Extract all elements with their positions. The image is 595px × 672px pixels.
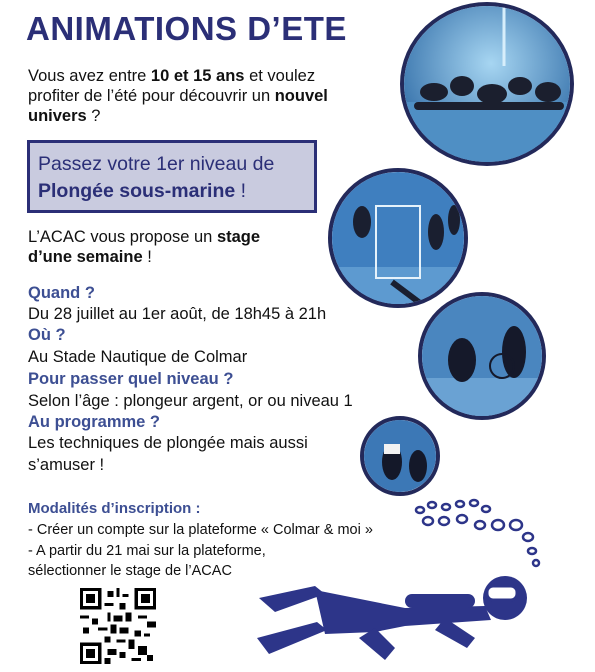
offer-stage: stage <box>216 228 261 246</box>
section-program-text-2: s’amuser ! <box>28 456 105 474</box>
offer-text-1: L’ACAC vous propose un <box>28 228 217 246</box>
highlight-line-2 <box>38 180 246 203</box>
modalites-item-2: - A partir du 21 mai sur la plateforme, <box>28 543 266 559</box>
offer-duration: d’une semaine <box>28 248 143 266</box>
modalites-item-3: sélectionner le stage de l’ACAC <box>28 563 232 579</box>
section-program-heading: Au programme ? <box>28 413 161 431</box>
highlight-bold: Plongée sous-marine <box>38 180 236 202</box>
section-when-heading: Quand ? <box>28 284 95 302</box>
highlight-line-1: Passez votre 1er niveau de <box>38 153 275 175</box>
intro-age: 10 et 15 ans <box>150 67 245 85</box>
photo-diver-frame <box>328 168 468 308</box>
offer-paragraph <box>28 227 328 267</box>
section-where-heading: Où ? <box>28 326 66 344</box>
intro-text-2: et voulez profiter de l’été pour découvrir un <box>28 67 316 105</box>
offer-text-2: ! <box>142 248 152 266</box>
section-program-text: Les techniques de plongée mais aussi <box>28 434 308 452</box>
modalites-title: Modalités d’inscription : <box>28 500 201 517</box>
section-level-heading: Pour passer quel niveau ? <box>28 370 234 388</box>
section-level-text: Selon l’âge : plongeur argent, or ou niveau 1 <box>28 392 353 410</box>
page-title: ANIMATIONS D’ETE <box>26 10 347 47</box>
photo-two-divers <box>360 416 440 496</box>
section-where-text: Au Stade Nautique de Colmar <box>28 348 248 366</box>
modalites-item-1: - Créer un compte sur la plateforme « Colmar & moi » <box>28 522 373 538</box>
intro-univers: nouvel univers <box>28 87 328 125</box>
highlight-box <box>27 140 317 213</box>
diver-silhouette-icon <box>255 568 555 668</box>
qr-code-icon <box>80 588 156 664</box>
highlight-rest: ! <box>235 180 247 202</box>
photo-group-pool <box>400 2 574 166</box>
intro-paragraph <box>28 66 328 126</box>
intro-text-1: Vous avez entre <box>28 67 151 85</box>
intro-text-3: ? <box>86 107 101 125</box>
photo-divers-bottom <box>418 292 546 420</box>
section-when-text: Du 28 juillet au 1er août, de 18h45 à 21h <box>28 305 327 323</box>
